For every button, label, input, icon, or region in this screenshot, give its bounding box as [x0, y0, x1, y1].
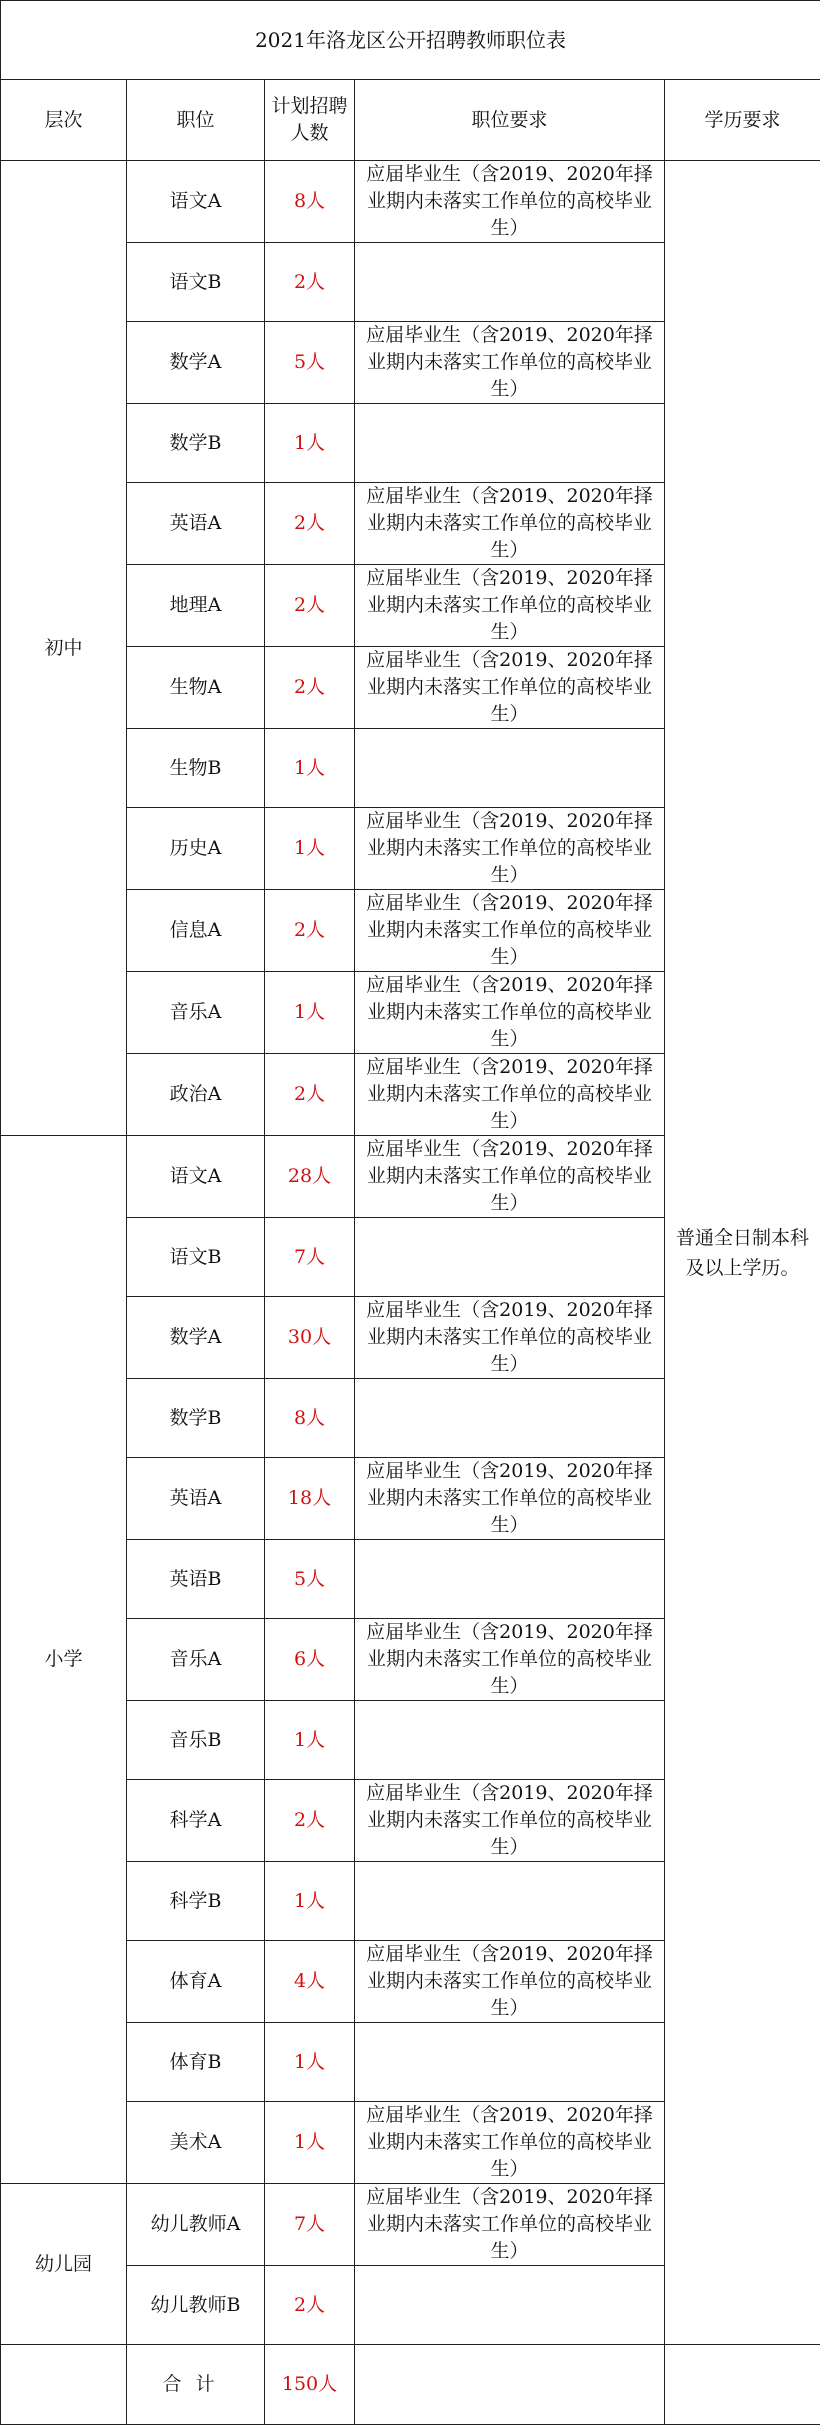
requirement-cell: 应届毕业生（含2019、2020年择业期内未落实工作单位的高校毕业生）: [355, 483, 665, 565]
total-blank-cell: [665, 2345, 820, 2425]
count-cell: 1人: [265, 972, 355, 1054]
position-cell: 英语B: [127, 1540, 265, 1619]
position-cell: 数学A: [127, 1297, 265, 1379]
requirement-cell: 应届毕业生（含2019、2020年择业期内未落实工作单位的高校毕业生）: [355, 1054, 665, 1136]
total-blank-cell: [355, 2345, 665, 2425]
requirement-cell: 应届毕业生（含2019、2020年择业期内未落实工作单位的高校毕业生）: [355, 2102, 665, 2184]
requirement-cell: [355, 1862, 665, 1941]
count-cell: 5人: [265, 1540, 355, 1619]
count-cell: 2人: [265, 890, 355, 972]
count-cell: 7人: [265, 1218, 355, 1297]
position-cell: 英语A: [127, 1458, 265, 1540]
count-cell: 1人: [265, 2023, 355, 2102]
requirement-cell: [355, 404, 665, 483]
requirement-cell: [355, 243, 665, 322]
total-label: 合计: [127, 2345, 265, 2425]
position-cell: 美术A: [127, 2102, 265, 2184]
requirement-cell: [355, 1218, 665, 1297]
position-cell: 数学A: [127, 322, 265, 404]
requirement-cell: [355, 1379, 665, 1458]
requirement-cell: [355, 729, 665, 808]
count-cell: 28人: [265, 1136, 355, 1218]
count-cell: 2人: [265, 565, 355, 647]
total-row: [1, 2345, 820, 2425]
position-cell: 信息A: [127, 890, 265, 972]
position-cell: 幼儿教师A: [127, 2184, 265, 2266]
level-cell: 小学: [1, 1136, 127, 2184]
position-cell: 地理A: [127, 565, 265, 647]
position-cell: 科学A: [127, 1780, 265, 1862]
position-cell: 生物B: [127, 729, 265, 808]
count-cell: 2人: [265, 2266, 355, 2345]
total-blank-cell: [1, 2345, 127, 2425]
requirement-cell: 应届毕业生（含2019、2020年择业期内未落实工作单位的高校毕业生）: [355, 1297, 665, 1379]
education-cell: 普通全日制本科及以上学历。: [665, 161, 820, 2345]
header-row: [1, 80, 820, 161]
count-cell: 1人: [265, 1701, 355, 1780]
requirement-cell: [355, 2023, 665, 2102]
count-cell: 4人: [265, 1941, 355, 2023]
count-cell: 1人: [265, 729, 355, 808]
position-cell: 生物A: [127, 647, 265, 729]
count-cell: 2人: [265, 1054, 355, 1136]
table-row: [1, 161, 820, 243]
count-cell: 8人: [265, 161, 355, 243]
header-position: 职位: [127, 80, 265, 161]
position-cell: 体育A: [127, 1941, 265, 2023]
count-cell: 8人: [265, 1379, 355, 1458]
requirement-cell: 应届毕业生（含2019、2020年择业期内未落实工作单位的高校毕业生）: [355, 565, 665, 647]
requirement-cell: 应届毕业生（含2019、2020年择业期内未落实工作单位的高校毕业生）: [355, 647, 665, 729]
count-cell: 6人: [265, 1619, 355, 1701]
count-cell: 1人: [265, 404, 355, 483]
requirement-cell: 应届毕业生（含2019、2020年择业期内未落实工作单位的高校毕业生）: [355, 322, 665, 404]
count-cell: 1人: [265, 1862, 355, 1941]
requirement-cell: 应届毕业生（含2019、2020年择业期内未落实工作单位的高校毕业生）: [355, 890, 665, 972]
level-cell: 幼儿园: [1, 2184, 127, 2345]
position-cell: 音乐A: [127, 1619, 265, 1701]
count-cell: 2人: [265, 647, 355, 729]
position-cell: 科学B: [127, 1862, 265, 1941]
position-cell: 政治A: [127, 1054, 265, 1136]
count-cell: 1人: [265, 808, 355, 890]
table-title: 2021年洛龙区公开招聘教师职位表: [1, 1, 820, 80]
requirement-cell: 应届毕业生（含2019、2020年择业期内未落实工作单位的高校毕业生）: [355, 2184, 665, 2266]
count-cell: 30人: [265, 1297, 355, 1379]
position-cell: 英语A: [127, 483, 265, 565]
count-cell: 2人: [265, 483, 355, 565]
position-cell: 音乐A: [127, 972, 265, 1054]
requirement-cell: 应届毕业生（含2019、2020年择业期内未落实工作单位的高校毕业生）: [355, 1619, 665, 1701]
requirement-cell: 应届毕业生（含2019、2020年择业期内未落实工作单位的高校毕业生）: [355, 161, 665, 243]
requirement-cell: [355, 1540, 665, 1619]
level-cell: 初中: [1, 161, 127, 1136]
requirement-cell: 应届毕业生（含2019、2020年择业期内未落实工作单位的高校毕业生）: [355, 1780, 665, 1862]
position-cell: 数学B: [127, 1379, 265, 1458]
requirement-cell: [355, 1701, 665, 1780]
count-cell: 2人: [265, 1780, 355, 1862]
position-cell: 幼儿教师B: [127, 2266, 265, 2345]
position-cell: 语文B: [127, 1218, 265, 1297]
count-cell: 1人: [265, 2102, 355, 2184]
header-requirement: 职位要求: [355, 80, 665, 161]
position-cell: 体育B: [127, 2023, 265, 2102]
position-cell: 音乐B: [127, 1701, 265, 1780]
requirement-cell: [355, 2266, 665, 2345]
position-cell: 数学B: [127, 404, 265, 483]
count-cell: 18人: [265, 1458, 355, 1540]
header-education: 学历要求: [665, 80, 820, 161]
requirement-cell: 应届毕业生（含2019、2020年择业期内未落实工作单位的高校毕业生）: [355, 1458, 665, 1540]
total-count: 150人: [265, 2345, 355, 2425]
header-count: 计划招聘人数: [265, 80, 355, 161]
count-cell: 7人: [265, 2184, 355, 2266]
position-cell: 历史A: [127, 808, 265, 890]
position-cell: 语文A: [127, 161, 265, 243]
count-cell: 2人: [265, 243, 355, 322]
requirement-cell: 应届毕业生（含2019、2020年择业期内未落实工作单位的高校毕业生）: [355, 1941, 665, 2023]
header-level: 层次: [1, 80, 127, 161]
position-cell: 语文A: [127, 1136, 265, 1218]
requirement-cell: 应届毕业生（含2019、2020年择业期内未落实工作单位的高校毕业生）: [355, 1136, 665, 1218]
requirement-cell: 应届毕业生（含2019、2020年择业期内未落实工作单位的高校毕业生）: [355, 808, 665, 890]
position-cell: 语文B: [127, 243, 265, 322]
count-cell: 5人: [265, 322, 355, 404]
title-row: [1, 1, 820, 80]
requirement-cell: 应届毕业生（含2019、2020年择业期内未落实工作单位的高校毕业生）: [355, 972, 665, 1054]
